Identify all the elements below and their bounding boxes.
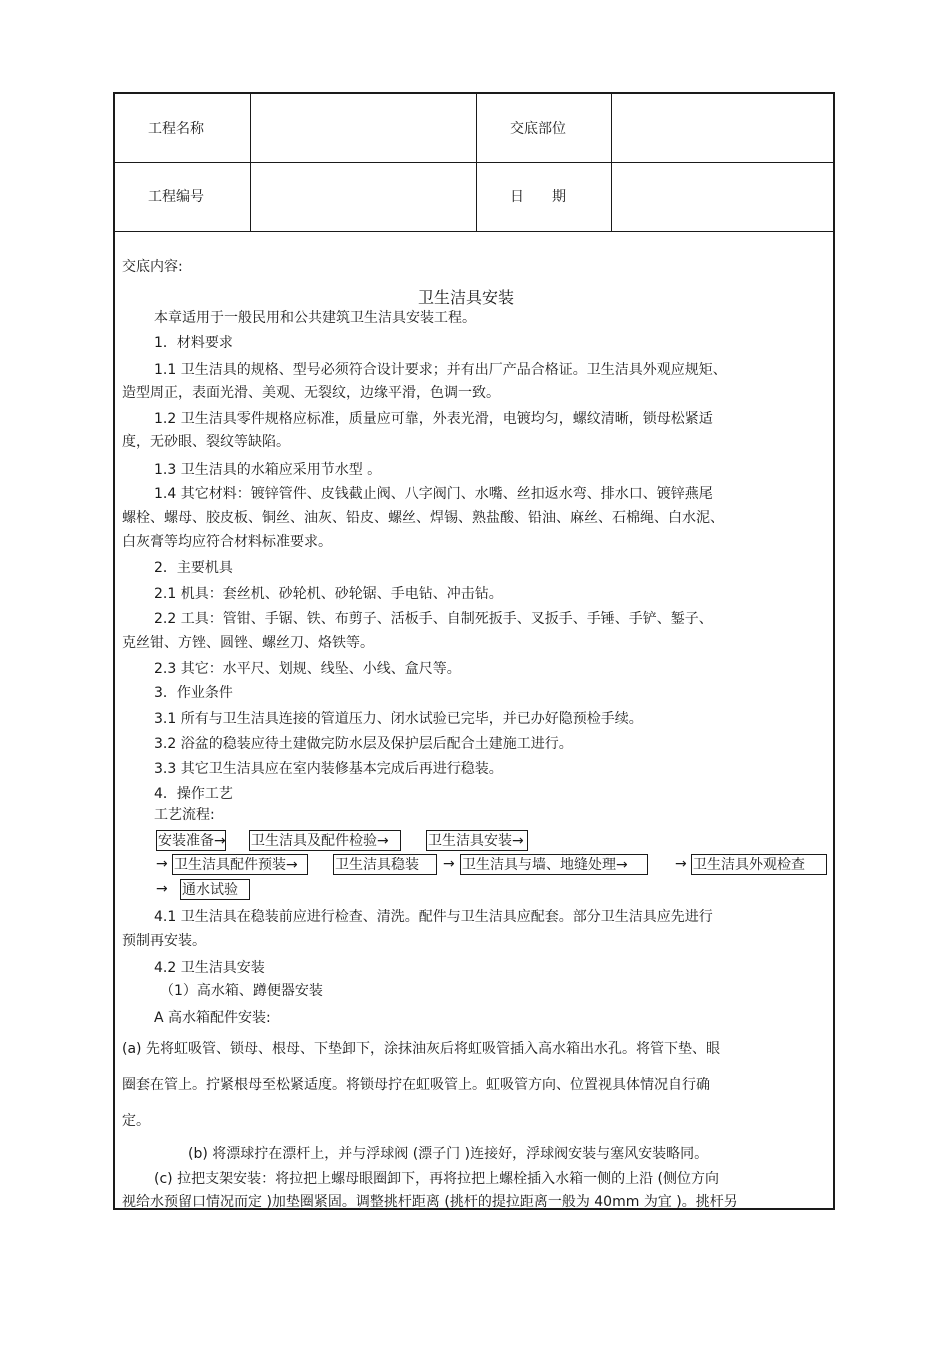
- text-line: 圈套在管上。拧紧根母至松紧适度。将锁母拧在虹吸管上。虹吸管方向、位置视具体情况自行确: [122, 1077, 710, 1093]
- text-line: 克丝钳、方锉、圆锉、螺丝刀、烙铁等。: [122, 635, 374, 651]
- text-line: 2.3 其它：水平尺、划规、线坠、小线、盒尺等。: [154, 661, 461, 677]
- flow-step-seal: 卫生洁具与墙、地缝处理→: [460, 854, 648, 875]
- text-line: 造型周正，表面光滑、美观、无裂纹，边缘平滑，色调一致。: [122, 385, 500, 401]
- text-line: 4.2 卫生洁具安装: [154, 960, 265, 976]
- flow-arrow: →: [156, 881, 168, 897]
- text-line: 4.1 卫生洁具在稳装前应进行检查、清洗。配件与卫生洁具应配套。部分卫生洁具应先进行: [154, 909, 713, 925]
- text-line: 2.1 机具：套丝机、砂轮机、砂轮锯、手电钻、冲击钻。: [154, 586, 503, 602]
- text-line: 3.1 所有与卫生洁具连接的管道压力、闭水试验已完毕，并已办好隐预检手续。: [154, 711, 643, 727]
- column-divider: [476, 94, 477, 231]
- text-line: A 高水箱配件安装:: [154, 1010, 271, 1026]
- text-line: 2.2 工具：管钳、手锯、铁、布剪子、活板手、自制死扳手、叉扳手、手锤、手铲、錾子、: [154, 611, 713, 627]
- text-line: 3.3 其它卫生洁具应在室内装修基本完成后再进行稳装。: [154, 761, 503, 777]
- date-label: 日 期: [510, 189, 566, 205]
- flow-label: 工艺流程:: [154, 807, 215, 823]
- section-title: 卫生洁具安装: [418, 288, 515, 307]
- flow-arrow: →: [156, 856, 168, 872]
- text-line: 度，无砂眼、裂纹等缺陷。: [122, 434, 290, 450]
- column-divider: [611, 94, 612, 231]
- flow-step-inspect: 卫生洁具及配件检验→: [249, 830, 401, 851]
- heading-tools: 2．主要机具: [154, 560, 233, 576]
- text-line: 3.2 浴盆的稳装应待土建做完防水层及保护层后配合土建施工进行。: [154, 736, 573, 752]
- flow-arrow: →: [675, 856, 687, 872]
- flow-step-water-test: 通水试验: [180, 879, 250, 900]
- text-line: 1.4 其它材料：镀锌管件、皮钱截止阀、八字阀门、水嘴、丝扣返水弯、排水口、镀锌燕尾: [154, 486, 713, 502]
- content-label: 交底内容:: [122, 259, 183, 275]
- flow-step-install: 卫生洁具安装→: [426, 830, 528, 851]
- heading-process: 4．操作工艺: [154, 786, 233, 802]
- project-name-label: 工程名称: [148, 121, 204, 137]
- intro-line: 本章适用于一般民用和公共建筑卫生洁具安装工程。: [154, 310, 476, 326]
- text-line: (a) 先将虹吸管、锁母、根母、下垫卸下，涂抹油灰后将虹吸管插入高水箱出水孔。将管下垫、眼: [122, 1041, 720, 1057]
- text-line: 预制再安装。: [122, 933, 206, 949]
- text-line: 1.3 卫生洁具的水箱应采用节水型 。: [154, 462, 382, 478]
- text-line: 1.1 卫生洁具的规格、型号必须符合设计要求；并有出厂产品合格证。卫生洁具外观应规矩、: [154, 362, 727, 378]
- heading-materials: 1．材料要求: [154, 335, 233, 351]
- flow-step-prepare: 安装准备→: [156, 830, 226, 851]
- flow-step-fix: 卫生洁具稳装: [333, 854, 437, 875]
- heading-conditions: 3．作业条件: [154, 685, 233, 701]
- project-no-label: 工程编号: [148, 189, 204, 205]
- row-divider: [115, 162, 833, 163]
- flow-step-preassemble: 卫生洁具配件预装→: [172, 854, 308, 875]
- text-line: (b) 将漂球拧在漂杆上，并与浮球阀 (漂子门 )连接好，浮球阀安装与塞风安装略同。: [188, 1146, 709, 1162]
- flow-step-check: 卫生洁具外观检查: [691, 854, 827, 875]
- text-line: 定。: [122, 1113, 150, 1129]
- text-line: 白灰膏等均应符合材料标准要求。: [122, 534, 332, 550]
- text-line: （1）高水箱、蹲便器安装: [160, 983, 323, 999]
- column-divider: [250, 94, 251, 231]
- row-divider: [115, 231, 833, 232]
- text-line: 1.2 卫生洁具零件规格应标准，质量应可靠，外表光滑，电镀均匀，螺纹清晰，锁母松紧适: [154, 411, 713, 427]
- location-label: 交底部位: [510, 121, 566, 137]
- flow-arrow: →: [443, 856, 455, 872]
- text-line: (c) 拉把支架安装：将拉把上螺母眼圈卸下，再将拉把上螺栓插入水箱一侧的上沿 (侧位方向: [154, 1171, 719, 1187]
- text-line: 螺栓、螺母、胶皮板、铜丝、油灰、铅皮、螺丝、焊锡、熟盐酸、铅油、麻丝、石棉绳、白水泥、: [122, 510, 724, 526]
- text-line: 视给水预留口情况而定 )加垫圈紧固。调整挑杆距离 (挑杆的提拉距离一般为 40mm 为宜 )。挑杆另: [122, 1194, 738, 1210]
